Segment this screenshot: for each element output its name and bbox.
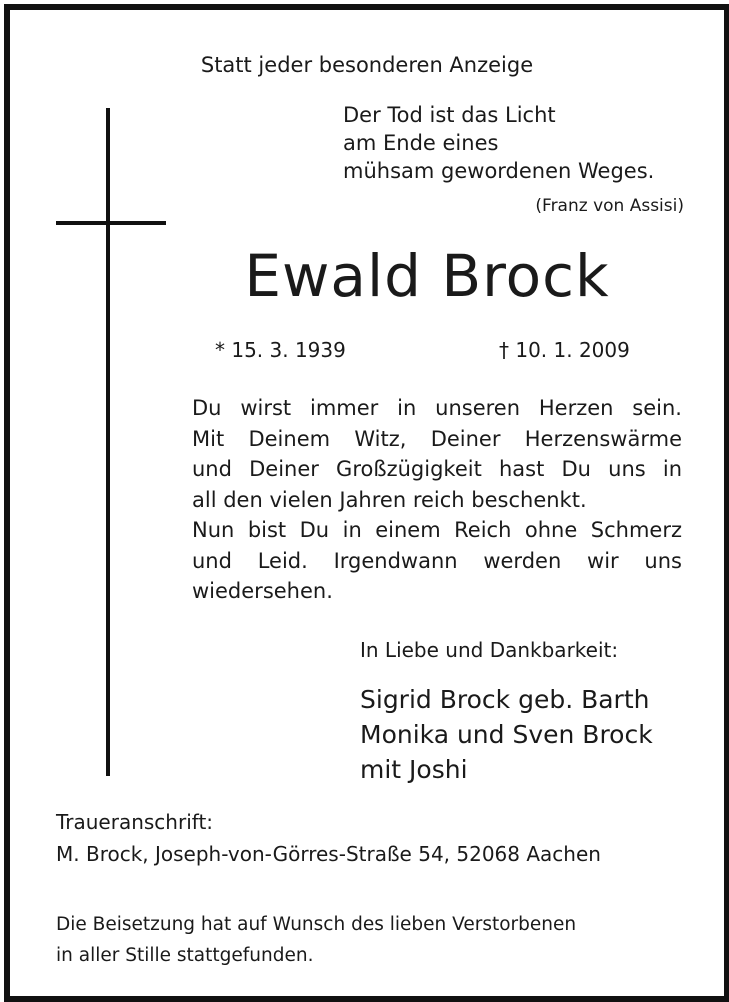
quote-line: mühsam gewordenen Weges. [343, 159, 655, 183]
message-line: Nun bist Du in einem Reich ohne Schmerz [192, 518, 682, 542]
quote-line: Der Tod ist das Licht [343, 103, 556, 127]
memorial-message [192, 393, 682, 607]
cross-icon [106, 108, 110, 776]
thanks-line: In Liebe und Dankbarkeit: [360, 638, 619, 662]
burial-line: Die Beisetzung hat auf Wunsch des lieben Verstorbenen [56, 914, 577, 935]
message-line: wiedersehen. [192, 579, 333, 603]
burial-notice [56, 909, 576, 971]
obituary-frame [4, 4, 729, 1002]
mourning-address: M. Brock, Joseph-von-Görres-Straße 54, 52068 Aachen [56, 842, 601, 866]
burial-line: in aller Stille stattgefunden. [56, 945, 314, 966]
family-member: mit Joshi [360, 755, 468, 784]
message-line: Du wirst immer in unseren Herzen sein. [192, 396, 682, 420]
deceased-name: Ewald Brock [244, 242, 610, 310]
quote-line: am Ende eines [343, 131, 499, 155]
address-label: Traueranschrift: [56, 810, 214, 834]
quote [343, 101, 654, 185]
message-line: all den vielen Jahren reich beschenkt. [192, 487, 587, 512]
message-line: Mit Deinem Witz, Deiner Herzenswärme [192, 426, 682, 451]
birth-date: * 15. 3. 1939 [215, 338, 346, 362]
message-line: und Leid. Irgendwann werden wir uns [192, 548, 682, 573]
notice-header: Statt jeder besonderen Anzeige [200, 53, 534, 77]
quote-source: (Franz von Assisi) [535, 196, 684, 216]
death-date: † 10. 1. 2009 [499, 338, 630, 362]
cross-icon-bar [56, 221, 166, 225]
family-member: Sigrid Brock geb. Barth [360, 685, 650, 714]
family-signature [360, 682, 653, 787]
family-member: Monika und Sven Brock [360, 720, 653, 749]
message-line: und Deiner Großzügigkeit hast Du uns in [192, 457, 682, 481]
